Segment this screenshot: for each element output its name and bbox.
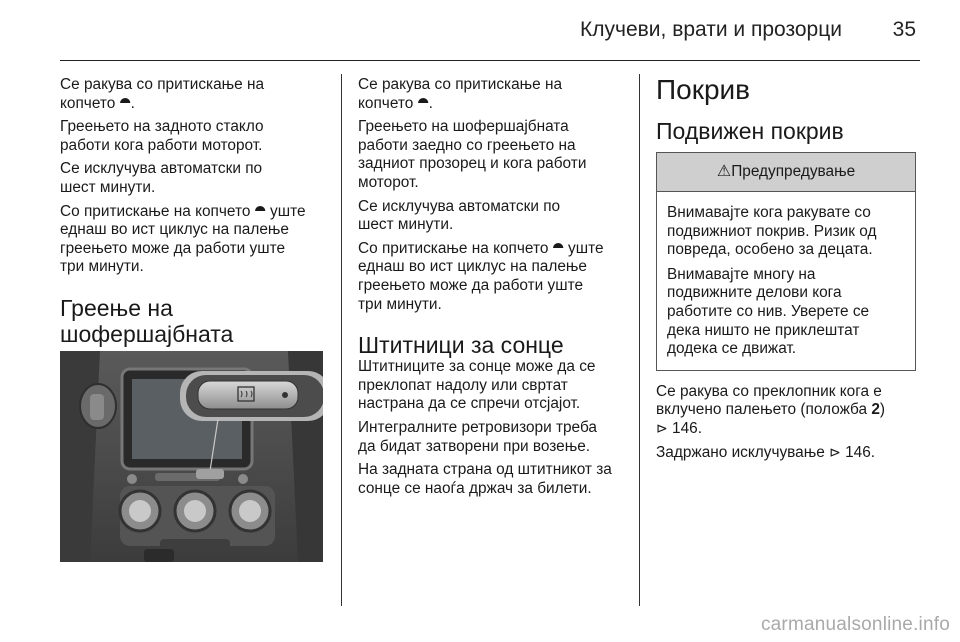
header-rule xyxy=(60,60,920,61)
paragraph-visors-fold: Штитниците за сонце може да се преклопат надолу или свртат настрана да се спречи отсјајот. xyxy=(358,358,596,413)
paragraph-operate: Се ракува со притискање на копчето ⯊. xyxy=(60,76,265,112)
column-1 xyxy=(60,76,330,347)
column-divider-right xyxy=(639,74,640,606)
dashboard-photo-drawing xyxy=(60,351,323,562)
warning-box xyxy=(656,152,916,371)
defrost-icon: ⯊ xyxy=(552,240,564,257)
warning-paragraph-2: Внимавајте многу на подвижните делови кога работите со нив. Уверете се дека ништо не приклештат додека се движат. xyxy=(667,265,870,358)
paragraph-press-again: Со притискање на копчето ⯊ уште еднаш во ист циклус на палење греењето може да работи уште три минути. xyxy=(358,239,604,313)
warning-triangle-icon: ⚠ xyxy=(716,161,732,180)
page-reference-icon: ⊳ xyxy=(829,444,841,461)
paragraph-retained-power: Задржано исклучување ⊳ 146. xyxy=(656,443,876,461)
paragraph-auto-off: Се исклучува автоматски по шест минути. xyxy=(60,160,263,196)
warning-paragraph-1: Внимавајте кога ракувате со подвижниот покрив. Ризик од повреда, особено за децата. xyxy=(667,204,877,259)
paragraph-operate: Се ракува со притискање на копчето ⯊. xyxy=(358,76,563,112)
warning-body xyxy=(657,192,915,370)
paragraph-auto-off: Се исклучува автоматски по шест минути. xyxy=(358,197,561,234)
dashboard-photo xyxy=(60,351,323,562)
paragraph-vanity-mirrors: Интегралните ретровизори треба да бидат затворени при возење. xyxy=(358,418,597,455)
footer-watermark: carmanualsonline.info xyxy=(760,614,950,635)
heading-sun-visors: Штитници за сонце xyxy=(358,332,564,359)
defrost-icon: ⯊ xyxy=(417,95,429,112)
warning-header: ⚠Предупредување xyxy=(657,153,915,192)
defrost-icon: ⯊ xyxy=(254,203,266,220)
column-3 xyxy=(656,74,926,467)
page-reference-icon: ⊳ xyxy=(656,420,668,437)
paragraph-press-again: Со притискање на копчето ⯊ уште еднаш во ист циклус на палење греењето може да работи уште три минути. xyxy=(60,202,306,276)
paragraph-ticket-holder: На задната страна од штитникот за сонце се наоѓа држач за билети. xyxy=(358,461,612,497)
column-2 xyxy=(358,76,633,503)
heading-roof: Покрив xyxy=(656,74,751,105)
heading-sunroof: Подвижен покрив xyxy=(656,118,844,144)
paragraph-rear-window: Греењето на задното стакло работи кога работи моторот. xyxy=(60,118,264,154)
defrost-icon: ⯊ xyxy=(119,95,131,112)
page-number: 35 xyxy=(892,18,916,41)
paragraph-windshield-works: Греењето на шофершајбната работи заедно со греењето на задниот прозорец и кога работи моторот. xyxy=(358,118,587,191)
paragraph-sunroof-operate: Се ракува со преклопник кога е вклучено палењето (положба 2) ⊳ 146. xyxy=(656,382,886,437)
page-header-title: Клучеви, врати и прозорци xyxy=(580,18,842,41)
column-divider-left xyxy=(341,74,342,606)
heading-windshield-heating: Греење на шофершајбната xyxy=(60,294,234,347)
